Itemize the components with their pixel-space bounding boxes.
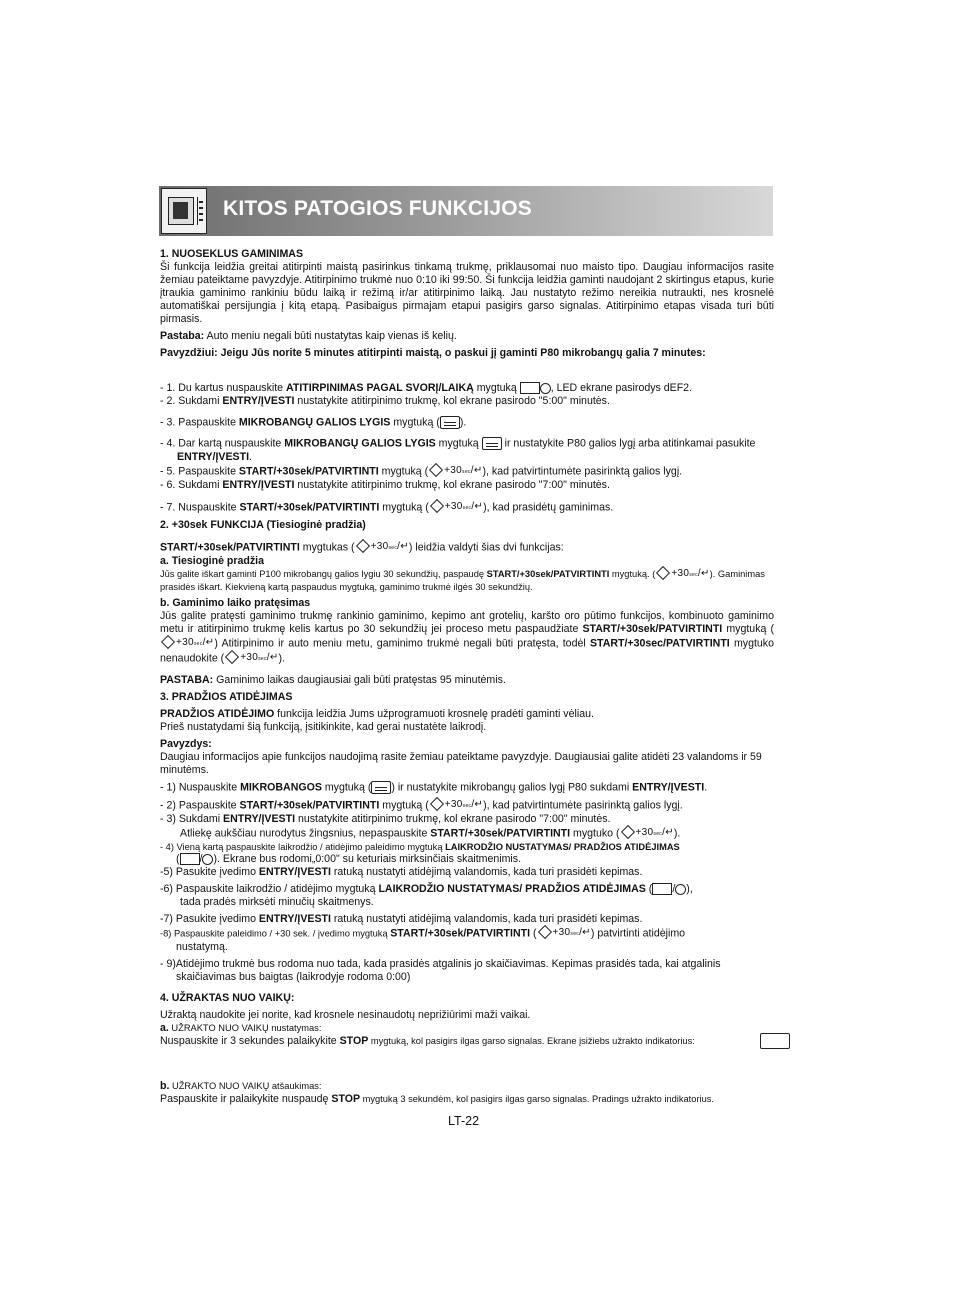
subheading: Pavyzdys: xyxy=(160,737,212,750)
page-number: LT-22 xyxy=(448,1114,480,1128)
step: -7) Pasukite įvedimo ENTRY/ĮVESTI ratuką nustatyti atidėjimą valandomis, kada turi prasidėti kepimas. xyxy=(160,912,643,925)
start-icon: +30sec/↵ xyxy=(224,651,278,666)
clock-icon xyxy=(202,854,213,865)
clock-display-icon xyxy=(180,853,200,865)
paragraph: Jūs galite iškart gaminti P100 mikrobangų galios lygiu 30 sekundžių, paspaudę START/+30sek/PATVIRTINTI mygtuką. ( +30sec/↵). Gaminimas prasidės iškart. Kiekvieną kartą paspaudus mygtuką, gaminimo trukmė ilgės 30 sekundžių. xyxy=(160,567,765,592)
example-line: Pavyzdžiui: Jeigu Jūs norite 5 minutes atitirpinti maistą, o paskui jį gaminti P80 mikrobangų galia 7 minutes: xyxy=(160,347,706,359)
section-heading: 4. UŽRAKTAS NUO VAIKŲ: xyxy=(160,991,295,1004)
subheading: a. Tiesioginė pradžia xyxy=(160,554,265,567)
paragraph: START/+30sek/PATVIRTINTI mygtukas ( +30sec/↵) leidžia valdyti šias dvi funkcijas: xyxy=(160,540,564,553)
section-heading: 2. +30sek FUNKCIJA (Tiesioginė pradžia) xyxy=(160,518,366,531)
start-icon: +30sec/↵ xyxy=(620,826,674,841)
step: - 6. Sukdami ENTRY/ĮVESTI nustatykite atitirpinimo trukmę, kol ekrane pasirodo "7:00" minutės. xyxy=(160,478,610,491)
paragraph: Jūs galite pratęsti gaminimo trukmę rankinio gaminimo, kepimo ant grotelių, karšto oro pūtimo funkcijos, kombinuoto gaminimo metu ir atitirpinimo trukmę kelis kartus po 30 sekundžių jei proceso metu paspaudžiate START/+30sek/PATVIRTINTI mygtuką (+30sec/↵) Atitirpinimo ir auto meniu metu, gaminimo trukmė negali būti pratęsta, todėl START/+30sec/PATVIRTINTI mygtuko nenaudokite ( +30sec/↵). xyxy=(160,609,775,664)
step: - 3. Paspauskite MIKROBANGŲ GALIOS LYGIS mygtuką ( ). xyxy=(160,416,467,429)
child-lock-icon xyxy=(760,1033,790,1049)
subheading: a. UŽRAKTO NUO VAIKŲ nustatymas: xyxy=(160,1021,322,1034)
step: -8) Paspauskite paleidimo / +30 sek. / įvedimo mygtuką START/+30sek/PATVIRTINTI ( +30sec/↵) patvirtinti atidėjimo xyxy=(160,926,686,940)
step: - 9)Atidėjimo trukmė bus rodoma nuo tada, kada prasidės atgalinis jo skaičiavimas. Kepimas prasidės tada, kai atgalinis xyxy=(160,957,721,970)
microwave-power-icon xyxy=(482,437,502,450)
step: - 7. Nuspauskite START/+30sek/PATVIRTINTI mygtuką ( +30sec/↵), kad prasidėtų gaminimas. xyxy=(160,500,614,513)
step: -6) Paspauskite laikrodžio / atidėjimo mygtuką LAIKRODŽIO NUSTATYMAS/ PRADŽIOS ATIDĖJIMAS ( / ), xyxy=(160,882,693,895)
step: - 1. Du kartus nuspauskite ATITIRPINIMAS PAGAL SVORĮ/LAIKĄ mygtuką , LED ekrane pasirodys dEF2. xyxy=(160,382,693,394)
page-title: KITOS PATOGIOS FUNKCIJOS xyxy=(223,197,532,220)
start-icon: +30sec/↵ xyxy=(537,926,591,941)
subheading: b. Gaminimo laiko pratęsimas xyxy=(160,596,311,609)
paragraph: Daugiau informacijos apie funkcijos naudojimą rasite žemiau pateiktame pavyzdyje. Daugiausiai galite atidėti 23 valandoms ir 59 minutėms. xyxy=(160,750,762,776)
step: skaičiavimas bus baigtas (laikrodyje rodoma 0:00) xyxy=(176,970,411,983)
step: ( / ). Ekrane bus rodomi„0:00" su keturiais mirksinčiais skaitmenimis. xyxy=(176,852,522,865)
step: tada pradės mirksėti minučių skaitmenys. xyxy=(180,895,374,908)
start-icon: +30sec/↵ xyxy=(429,798,483,813)
step: - 3) Sukdami ENTRY/ĮVESTI nustatykite atitirpinimo trukmę, kol ekrane pasirodo "7:00" minutės. xyxy=(160,812,611,825)
microwave-power-icon xyxy=(371,781,391,794)
step: - 4) Vieną kartą paspauskite laikrodžio / atidėjimo paleidimo mygtuką LAIKRODŽIO NUSTATYMAS/ PRADŽIOS ATIDĖJIMAS xyxy=(160,841,680,852)
section-heading: 3. PRADŽIOS ATIDĖJIMAS xyxy=(160,690,293,703)
step: -5) Pasukite įvedimo ENTRY/ĮVESTI ratuką nustatyti atidėjimą valandomis, kada turi prasidėti kepimas. xyxy=(160,865,643,878)
step: - 4. Dar kartą nuspauskite MIKROBANGŲ GALIOS LYGIS mygtuką ir nustatykite P80 galios lygį arba atitinkamai pasukite ENTRY/ĮVESTI. xyxy=(160,437,756,463)
section-header xyxy=(159,186,773,236)
clock-icon xyxy=(675,884,686,895)
note: Pastaba: Auto meniu negali būti nustatytas kaip vienas iš kelių. xyxy=(160,330,457,342)
start-icon: +30sec/↵ xyxy=(429,500,483,515)
paragraph: Nuspauskite ir 3 sekundes palaikykite STOP mygtuką, kol pasigirs ilgas garso signalas. Ekrane įsižiebs užrakto indikatorius: xyxy=(160,1035,774,1048)
microwave-icon xyxy=(161,188,207,234)
defrost-icon xyxy=(520,382,540,394)
clock-icon xyxy=(540,383,551,394)
start-icon: +30sec/↵ xyxy=(428,464,482,479)
paragraph: Ši funkcija leidžia greitai atitirpinti maistą pasirinkus tinkamą trukmę, priklausomai nuo maisto tipo. Daugiau informacijos rasite žemiau pateiktame pavyzdyje. Atitirpinimo trukmė nuo 0:10 iki 99:50. Ši funkcija leidžia gaminti naudojant 2 skirtingus etapus, kurie įtraukia gaminimo rankiniu būdu laiką ir režimą ir/ar atitirpinimo laiką. Jau nustatyto režimo nereikia nutraukti, nes krosnelė automatiškai persijungia į kitą etapą. Pasibaigus pirmajam etapui pasigirs garso signalas. Atitirpinimo etapas visada turi būti pirmasis. xyxy=(160,261,774,325)
paragraph: Prieš nustatydami šią funkciją, įsitikinkite, kad gerai nustatėte laikrodį. xyxy=(160,720,487,733)
clock-display-icon xyxy=(652,883,672,895)
start-icon: +30sec/↵ xyxy=(355,540,409,555)
subheading: b. UŽRAKTO NUO VAIKŲ atšaukimas: xyxy=(160,1079,322,1092)
start-icon: +30sec/↵ xyxy=(160,636,214,651)
step: nustatymą. xyxy=(176,940,228,953)
document-body xyxy=(160,248,774,1106)
step: - 5. Paspauskite START/+30sek/PATVIRTINTI mygtuką ( +30sec/↵), kad patvirtintumėte pasirinktą galios lygį. xyxy=(160,464,683,477)
paragraph: Paspauskite ir palaikykite nuspaudę STOP mygtuką 3 sekundėm, kol pasigirs ilgas garso signalas. Pradings užrakto indikatorius. xyxy=(160,1092,715,1105)
step: Atliekę aukščiau nurodytus žingsnius, nepaspauskite START/+30sek/PATVIRTINTI mygtuko ( +30sec/↵). xyxy=(180,826,681,840)
note: PASTABA: Gaminimo laikas daugiausiai gali būti pratęstas 95 minutėmis. xyxy=(160,673,506,686)
step: - 1) Nuspauskite MIKROBANGOS mygtuką ( ) ir nustatykite mikrobangų galios lygį P80 sukdami ENTRY/ĮVESTI. xyxy=(160,780,708,793)
section-heading: 1. NUOSEKLUS GAMINIMAS xyxy=(160,248,304,260)
paragraph: PRADŽIOS ATIDĖJIMO funkcija leidžia Jums užprogramuoti krosnelę pradėti gaminti vėliau. xyxy=(160,707,594,720)
start-icon: +30sec/↵ xyxy=(655,568,709,581)
step: - 2. Sukdami ENTRY/ĮVESTI nustatykite atitirpinimo trukmę, kol ekrane pasirodo "5:00" minutės. xyxy=(160,395,610,407)
step: - 2) Paspauskite START/+30sek/PATVIRTINTI mygtuką ( +30sec/↵), kad patvirtintumėte pasirinktą galios lygį. xyxy=(160,798,683,812)
paragraph: Užraktą naudokite jei norite, kad krosnele nesinaudotų neprižiūrimi maži vaikai. xyxy=(160,1008,531,1021)
microwave-power-icon xyxy=(440,416,460,429)
